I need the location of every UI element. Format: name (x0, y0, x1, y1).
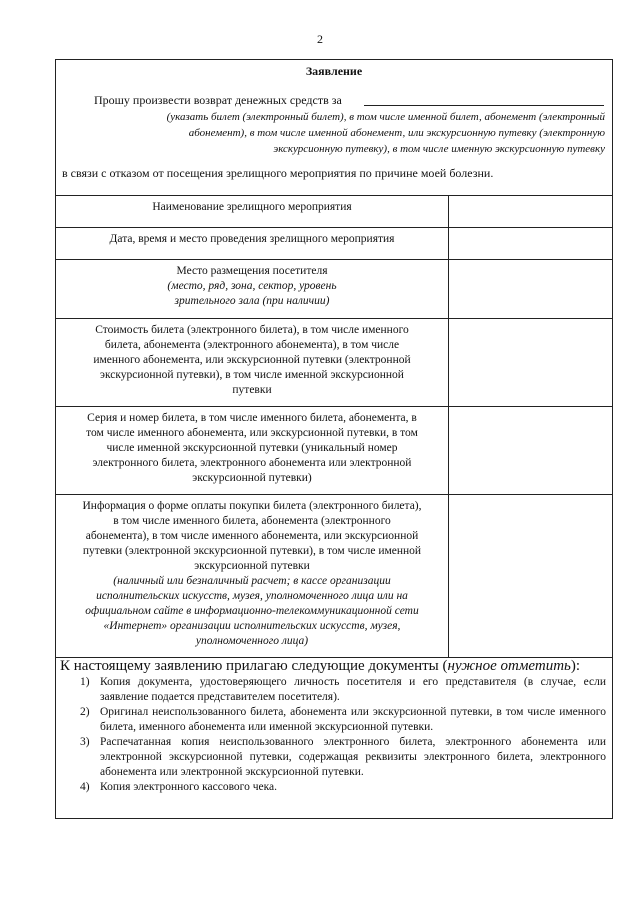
ticket-blank-field[interactable] (364, 105, 604, 106)
value-cell[interactable] (448, 228, 613, 259)
reason-text: в связи с отказом от посещения зрелищного мероприятия по причине моей болезни. (62, 166, 494, 180)
row-label (56, 319, 448, 406)
item-number: 3) (80, 736, 90, 748)
label-line: Информация о форме оплаты покупки билета (электронного билета), (82, 500, 422, 512)
table-row (56, 260, 612, 319)
item-text: Копия электронного кассового чека. (100, 781, 278, 793)
label-line: абонемента), в том числе именного абонемента, или экскурсионной (85, 530, 419, 542)
label-hint-line: «Интернет» организации исполнительских искусств, музея, (103, 620, 401, 632)
form-title: Заявление (305, 64, 363, 78)
label-line: именного абонемента, или экскурсионной путевки (электронной (93, 354, 411, 366)
item-number: 2) (80, 706, 90, 718)
label-line: Место размещения посетителя (176, 265, 328, 277)
label-line: путевки (232, 384, 272, 396)
details-table (56, 195, 612, 658)
table-row (56, 196, 612, 228)
heading-hint: нужное отметить (447, 658, 571, 674)
hint-line: (указать билет (электронный билет), в том числе именной билет, абонемент (электронный (166, 111, 605, 123)
table-row (56, 228, 612, 260)
row-label (56, 495, 448, 657)
list-item[interactable] (56, 675, 606, 705)
value-cell[interactable] (448, 495, 613, 657)
label-line: билета, абонемента (электронного абонемента), в том числе (104, 339, 400, 351)
row-label (56, 260, 448, 318)
item-text: Оригинал неиспользованного билета, абонемента или экскурсионной путевки, в том числе именного билета, именного абонемента или именной экскурсионной путевки. (100, 706, 606, 733)
label-hint-line: (наличный или безналичный расчет; в кассе организации (113, 575, 391, 587)
item-number: 4) (80, 781, 90, 793)
label-line: том числе именного абонемента, или экскурсионной путевки, в том (86, 427, 418, 439)
hint-line: абонемент), в том числе именной абонемент, или экскурсионную путевку (электронную (188, 127, 605, 139)
value-cell[interactable] (448, 407, 613, 494)
request-text: Прошу произвести возврат денежных средств за (94, 93, 342, 107)
list-item[interactable] (56, 735, 606, 780)
value-cell[interactable] (448, 319, 613, 406)
item-number: 1) (80, 676, 90, 688)
label-line: экскурсионной путевки), в том числе именной экскурсионной (100, 369, 404, 381)
label-hint-line: (место, ряд, зона, сектор, уровень (167, 280, 337, 292)
label-line: путевки (электронной экскурсионной путевки), в том числе именной (82, 545, 422, 557)
label-line: электронного билета, электронного абонемента или электронной (92, 457, 412, 469)
label-line: экскурсионной путевки) (192, 472, 312, 484)
heading-text-end: ): (570, 658, 581, 674)
documents-list (56, 675, 612, 795)
ticket-hint (85, 109, 605, 157)
attached-documents (56, 657, 612, 795)
list-item[interactable] (56, 780, 606, 795)
value-cell[interactable] (448, 196, 613, 227)
label-hint-line: уполномоченного лица) (195, 635, 309, 647)
application-form (55, 59, 613, 819)
list-item[interactable] (56, 705, 606, 735)
documents-heading (60, 657, 612, 675)
row-label (56, 228, 448, 259)
table-row (56, 319, 612, 407)
label-hint-line: зрительного зала (при наличии) (174, 295, 330, 307)
row-label (56, 196, 448, 227)
item-text: Копия документа, удостоверяющего личность посетителя и его представителя (в случае, если заявление подается представителем посетителя). (100, 676, 606, 703)
label-line: числе именной экскурсионной путевки (уникальный номер (106, 442, 398, 454)
value-cell[interactable] (448, 260, 613, 318)
heading-text: К настоящему заявлению прилагаю следующие документы ( (60, 658, 448, 674)
hint-line: экскурсионную путевку), в том числе именную экскурсионную путевку (273, 143, 605, 155)
label-line: Стоимость билета (электронного билета), в том числе именного (95, 324, 409, 336)
row-label (56, 407, 448, 494)
page-number: 2 (317, 32, 323, 46)
label-line: в том числе именного билета, абонемента (электронного (113, 515, 391, 527)
table-row (56, 407, 612, 495)
item-text: Распечатанная копия неиспользованного электронного билета, электронного абонемента или электронной экскурсионной путевки, содержащая реквизиты электронного билета, электронного абонемента или электронной экскурсионной путевки. (100, 736, 606, 778)
label-line: экскурсионной путевки (194, 560, 310, 572)
label-line: Наименование зрелищного мероприятия (152, 201, 352, 213)
label-hint-line: официальном сайте в информационно-телекоммуникационной сети (85, 605, 419, 617)
label-line: Серия и номер билета, в том числе именного билета, абонемента, в (87, 412, 417, 424)
table-row (56, 495, 612, 657)
label-line: Дата, время и место проведения зрелищного мероприятия (109, 233, 395, 245)
label-hint-line: исполнительских искусств, музея, уполномоченного лица или на (96, 590, 408, 602)
